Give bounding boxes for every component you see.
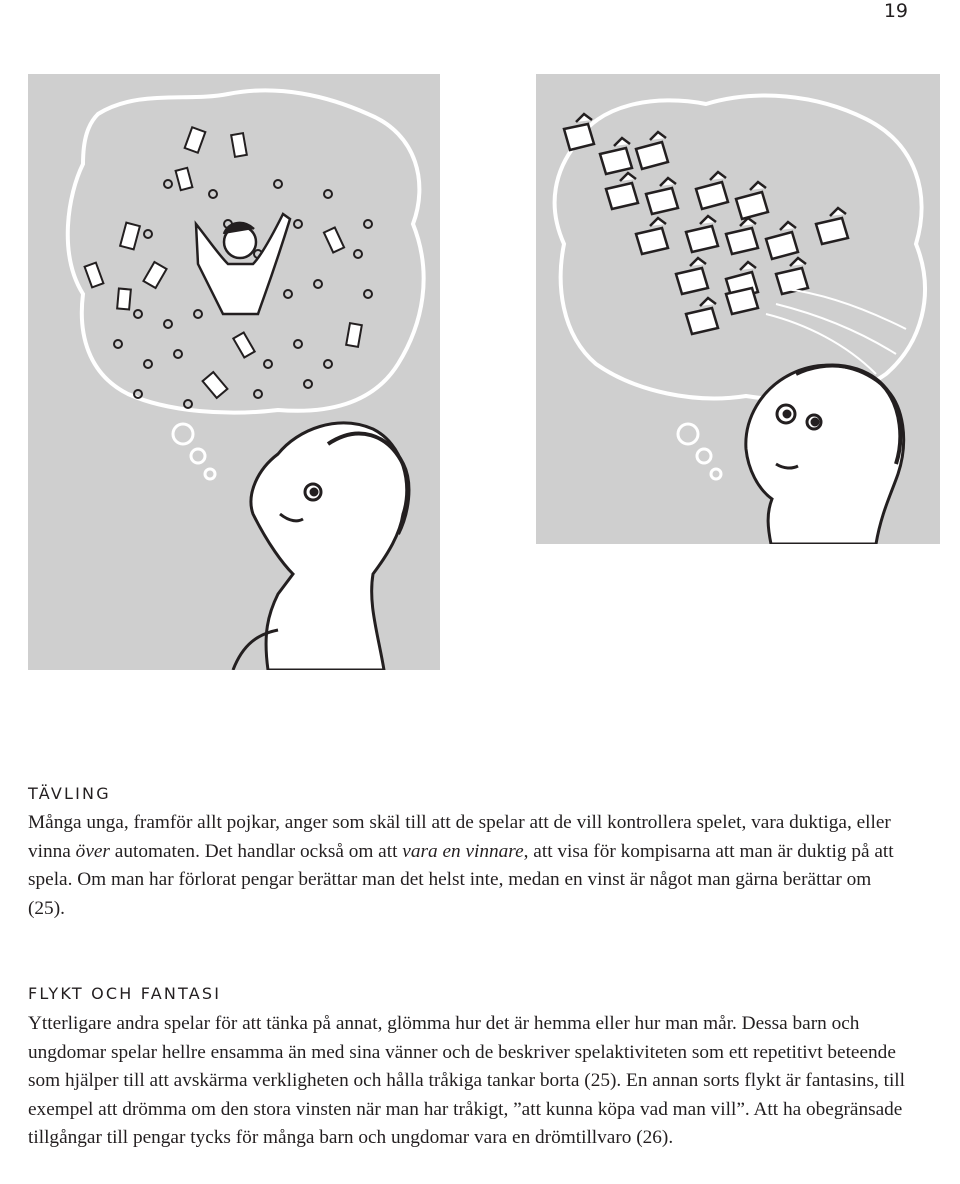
emphasized-text: vara en vinnare <box>402 840 524 862</box>
boy-head <box>746 365 904 544</box>
illustration-winning-dream <box>28 74 440 670</box>
illustration-flying-money-dream <box>536 74 940 544</box>
illustration-background <box>28 74 440 670</box>
text-run: automaten. Det handlar också om att <box>109 840 403 862</box>
page-number: 19 <box>883 0 908 22</box>
emphasized-text: över <box>75 840 110 862</box>
section-paragraph-tavling <box>28 809 912 923</box>
text-run: Många unga, framför allt pojkar, anger som skäl till att de spelar att de vill kontrollera spelet, vara duktiga, eller vinna <box>28 812 891 862</box>
section-heading-tavling: TÄVLING <box>28 784 111 803</box>
section-paragraph-flykt-och-fantasi: Ytterligare andra spelar för att tänka på annat, glömma hur det är hemma eller hur man mår. Dessa barn och ungdomar spelar hellre ensamma än med sina vänner och de beskriver spelaktiviteten som ett repetitivt beteende som hjälper till att avskärma verkligheten och hålla tråkiga tankar borta (25). En annan sorts flykt är fantasins, till exempel att drömma om den stora vinsten när man har tråkigt, ”att kunna köpa vad man vill”. Att ha obegränsade tillgångar till pengar tycks för många barn och ungdomar vara en drömtillvaro (26). <box>28 1013 906 1149</box>
text-run: , att visa för kompisarna att man är duktig på att spela. Om man har förlorat pengar berättar man det helst inte, medan en vinst är något man gärna berättar om (25). <box>28 840 894 919</box>
section-heading-flykt-och-fantasi: FLYKT OCH FANTASI <box>28 984 222 1003</box>
